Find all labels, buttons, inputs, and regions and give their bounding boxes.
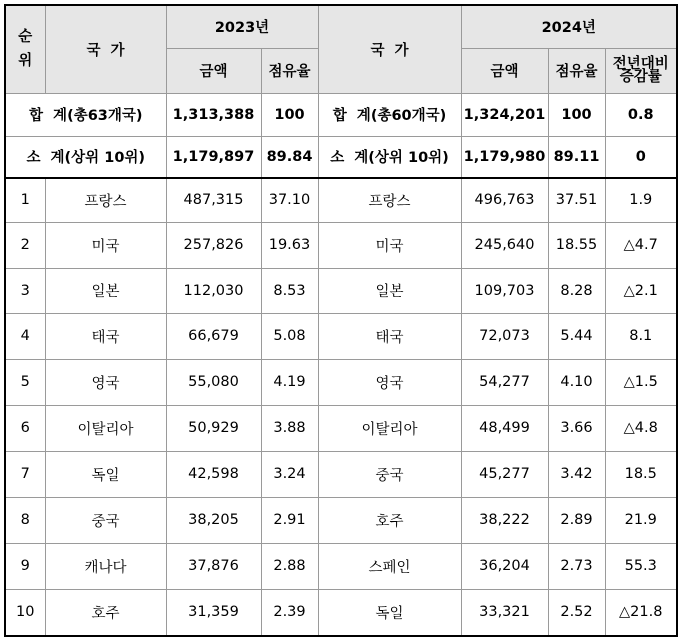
country-2024-cell: 호주 (318, 497, 461, 543)
share-2024-cell: 4.10 (548, 359, 605, 405)
country-2023-cell: 중국 (45, 497, 166, 543)
subtotal-label-2024: 소 계(상위 10위) (318, 136, 461, 178)
country-2024-cell: 태국 (318, 313, 461, 359)
table-container (4, 4, 676, 629)
amount-2023-cell: 487,315 (166, 178, 261, 222)
amount-2023-cell: 112,030 (166, 268, 261, 313)
share-2023-cell: 3.88 (261, 405, 318, 451)
share-2024-cell: 2.89 (548, 497, 605, 543)
country-2023-cell: 이탈리아 (45, 405, 166, 451)
rank-cell: 2 (5, 222, 45, 268)
share-2023-cell: 2.88 (261, 543, 318, 589)
total-growth: 0.8 (605, 93, 677, 136)
growth-cell: 18.5 (605, 451, 677, 497)
rank-cell: 4 (5, 313, 45, 359)
rank-cell: 8 (5, 497, 45, 543)
header-country-2023: 국 가 (45, 5, 166, 93)
total-label-2023: 합 계(총63개국) (5, 93, 166, 136)
amount-2023-cell: 37,876 (166, 543, 261, 589)
share-2024-cell: 5.44 (548, 313, 605, 359)
subtotal-amount-2024: 1,179,980 (461, 136, 548, 178)
country-2024-cell: 영국 (318, 359, 461, 405)
country-2023-cell: 태국 (45, 313, 166, 359)
country-2023-cell: 프랑스 (45, 178, 166, 222)
header-country-2024: 국 가 (318, 5, 461, 93)
amount-2024-cell: 72,073 (461, 313, 548, 359)
share-2024-cell: 37.51 (548, 178, 605, 222)
rank-cell: 10 (5, 589, 45, 636)
amount-2024-cell: 33,321 (461, 589, 548, 636)
total-row (5, 93, 677, 136)
table-row (5, 451, 677, 497)
total-amount-2024: 1,324,201 (461, 93, 548, 136)
total-share-2024: 100 (548, 93, 605, 136)
share-2024-cell: 8.28 (548, 268, 605, 313)
growth-cell: △2.1 (605, 268, 677, 313)
growth-cell: 8.1 (605, 313, 677, 359)
header-growth-line2: 증감률 (619, 68, 662, 85)
amount-2024-cell: 45,277 (461, 451, 548, 497)
share-2024-cell: 3.42 (548, 451, 605, 497)
share-2024-cell: 2.73 (548, 543, 605, 589)
growth-cell: △21.8 (605, 589, 677, 636)
table-row (5, 589, 677, 636)
amount-2023-cell: 50,929 (166, 405, 261, 451)
rank-cell: 5 (5, 359, 45, 405)
subtotal-share-2023: 89.84 (261, 136, 318, 178)
total-label-2024: 합 계(총60개국) (318, 93, 461, 136)
table-row (5, 359, 677, 405)
subtotal-amount-2023: 1,179,897 (166, 136, 261, 178)
table-row (5, 268, 677, 313)
table-row (5, 543, 677, 589)
header-rank-top: 순 (18, 29, 33, 46)
amount-2024-cell: 109,703 (461, 268, 548, 313)
share-2023-cell: 19.63 (261, 222, 318, 268)
export-by-country-table (4, 4, 678, 637)
header-growth (605, 48, 677, 93)
amount-2023-cell: 42,598 (166, 451, 261, 497)
rank-cell: 3 (5, 268, 45, 313)
total-share-2023: 100 (261, 93, 318, 136)
share-2023-cell: 3.24 (261, 451, 318, 497)
table-row (5, 178, 677, 222)
share-2023-cell: 2.91 (261, 497, 318, 543)
share-2023-cell: 8.53 (261, 268, 318, 313)
amount-2023-cell: 31,359 (166, 589, 261, 636)
country-2024-cell: 중국 (318, 451, 461, 497)
header-year-2023: 2023년 (166, 5, 318, 48)
table-row (5, 405, 677, 451)
header-rank-bottom: 위 (18, 53, 33, 70)
country-2024-cell: 독일 (318, 589, 461, 636)
table-row (5, 497, 677, 543)
country-2023-cell: 호주 (45, 589, 166, 636)
share-2024-cell: 18.55 (548, 222, 605, 268)
amount-2023-cell: 66,679 (166, 313, 261, 359)
subtotal-share-2024: 89.11 (548, 136, 605, 178)
amount-2024-cell: 496,763 (461, 178, 548, 222)
growth-cell: △1.5 (605, 359, 677, 405)
amount-2024-cell: 54,277 (461, 359, 548, 405)
country-2023-cell: 독일 (45, 451, 166, 497)
table-row (5, 222, 677, 268)
amount-2023-cell: 55,080 (166, 359, 261, 405)
total-amount-2023: 1,313,388 (166, 93, 261, 136)
rank-cell: 6 (5, 405, 45, 451)
country-2023-cell: 캐나다 (45, 543, 166, 589)
country-2024-cell: 이탈리아 (318, 405, 461, 451)
amount-2023-cell: 257,826 (166, 222, 261, 268)
growth-cell: 1.9 (605, 178, 677, 222)
header-share-2023: 점유율 (261, 48, 318, 93)
amount-2024-cell: 36,204 (461, 543, 548, 589)
header-amount-2023: 금액 (166, 48, 261, 93)
amount-2024-cell: 48,499 (461, 405, 548, 451)
country-2024-cell: 스페인 (318, 543, 461, 589)
share-2023-cell: 5.08 (261, 313, 318, 359)
amount-2024-cell: 245,640 (461, 222, 548, 268)
country-2023-cell: 일본 (45, 268, 166, 313)
share-2023-cell: 2.39 (261, 589, 318, 636)
growth-cell: 21.9 (605, 497, 677, 543)
subtotal-label-2023: 소 계(상위 10위) (5, 136, 166, 178)
rank-cell: 7 (5, 451, 45, 497)
header-year-2024: 2024년 (461, 5, 677, 48)
growth-cell: 55.3 (605, 543, 677, 589)
share-2023-cell: 4.19 (261, 359, 318, 405)
amount-2023-cell: 38,205 (166, 497, 261, 543)
rank-cell: 1 (5, 178, 45, 222)
subtotal-growth: 0 (605, 136, 677, 178)
rank-cell: 9 (5, 543, 45, 589)
country-2024-cell: 프랑스 (318, 178, 461, 222)
country-2024-cell: 미국 (318, 222, 461, 268)
country-2024-cell: 일본 (318, 268, 461, 313)
header-growth-line1: 전년대비 (612, 55, 669, 72)
share-2024-cell: 3.66 (548, 405, 605, 451)
amount-2024-cell: 38,222 (461, 497, 548, 543)
growth-cell: △4.8 (605, 405, 677, 451)
header-amount-2024: 금액 (461, 48, 548, 93)
country-2023-cell: 영국 (45, 359, 166, 405)
share-2024-cell: 2.52 (548, 589, 605, 636)
header-share-2024: 점유율 (548, 48, 605, 93)
header-rank (5, 5, 45, 93)
subtotal-row (5, 136, 677, 178)
table-row (5, 313, 677, 359)
share-2023-cell: 37.10 (261, 178, 318, 222)
growth-cell: △4.7 (605, 222, 677, 268)
country-2023-cell: 미국 (45, 222, 166, 268)
